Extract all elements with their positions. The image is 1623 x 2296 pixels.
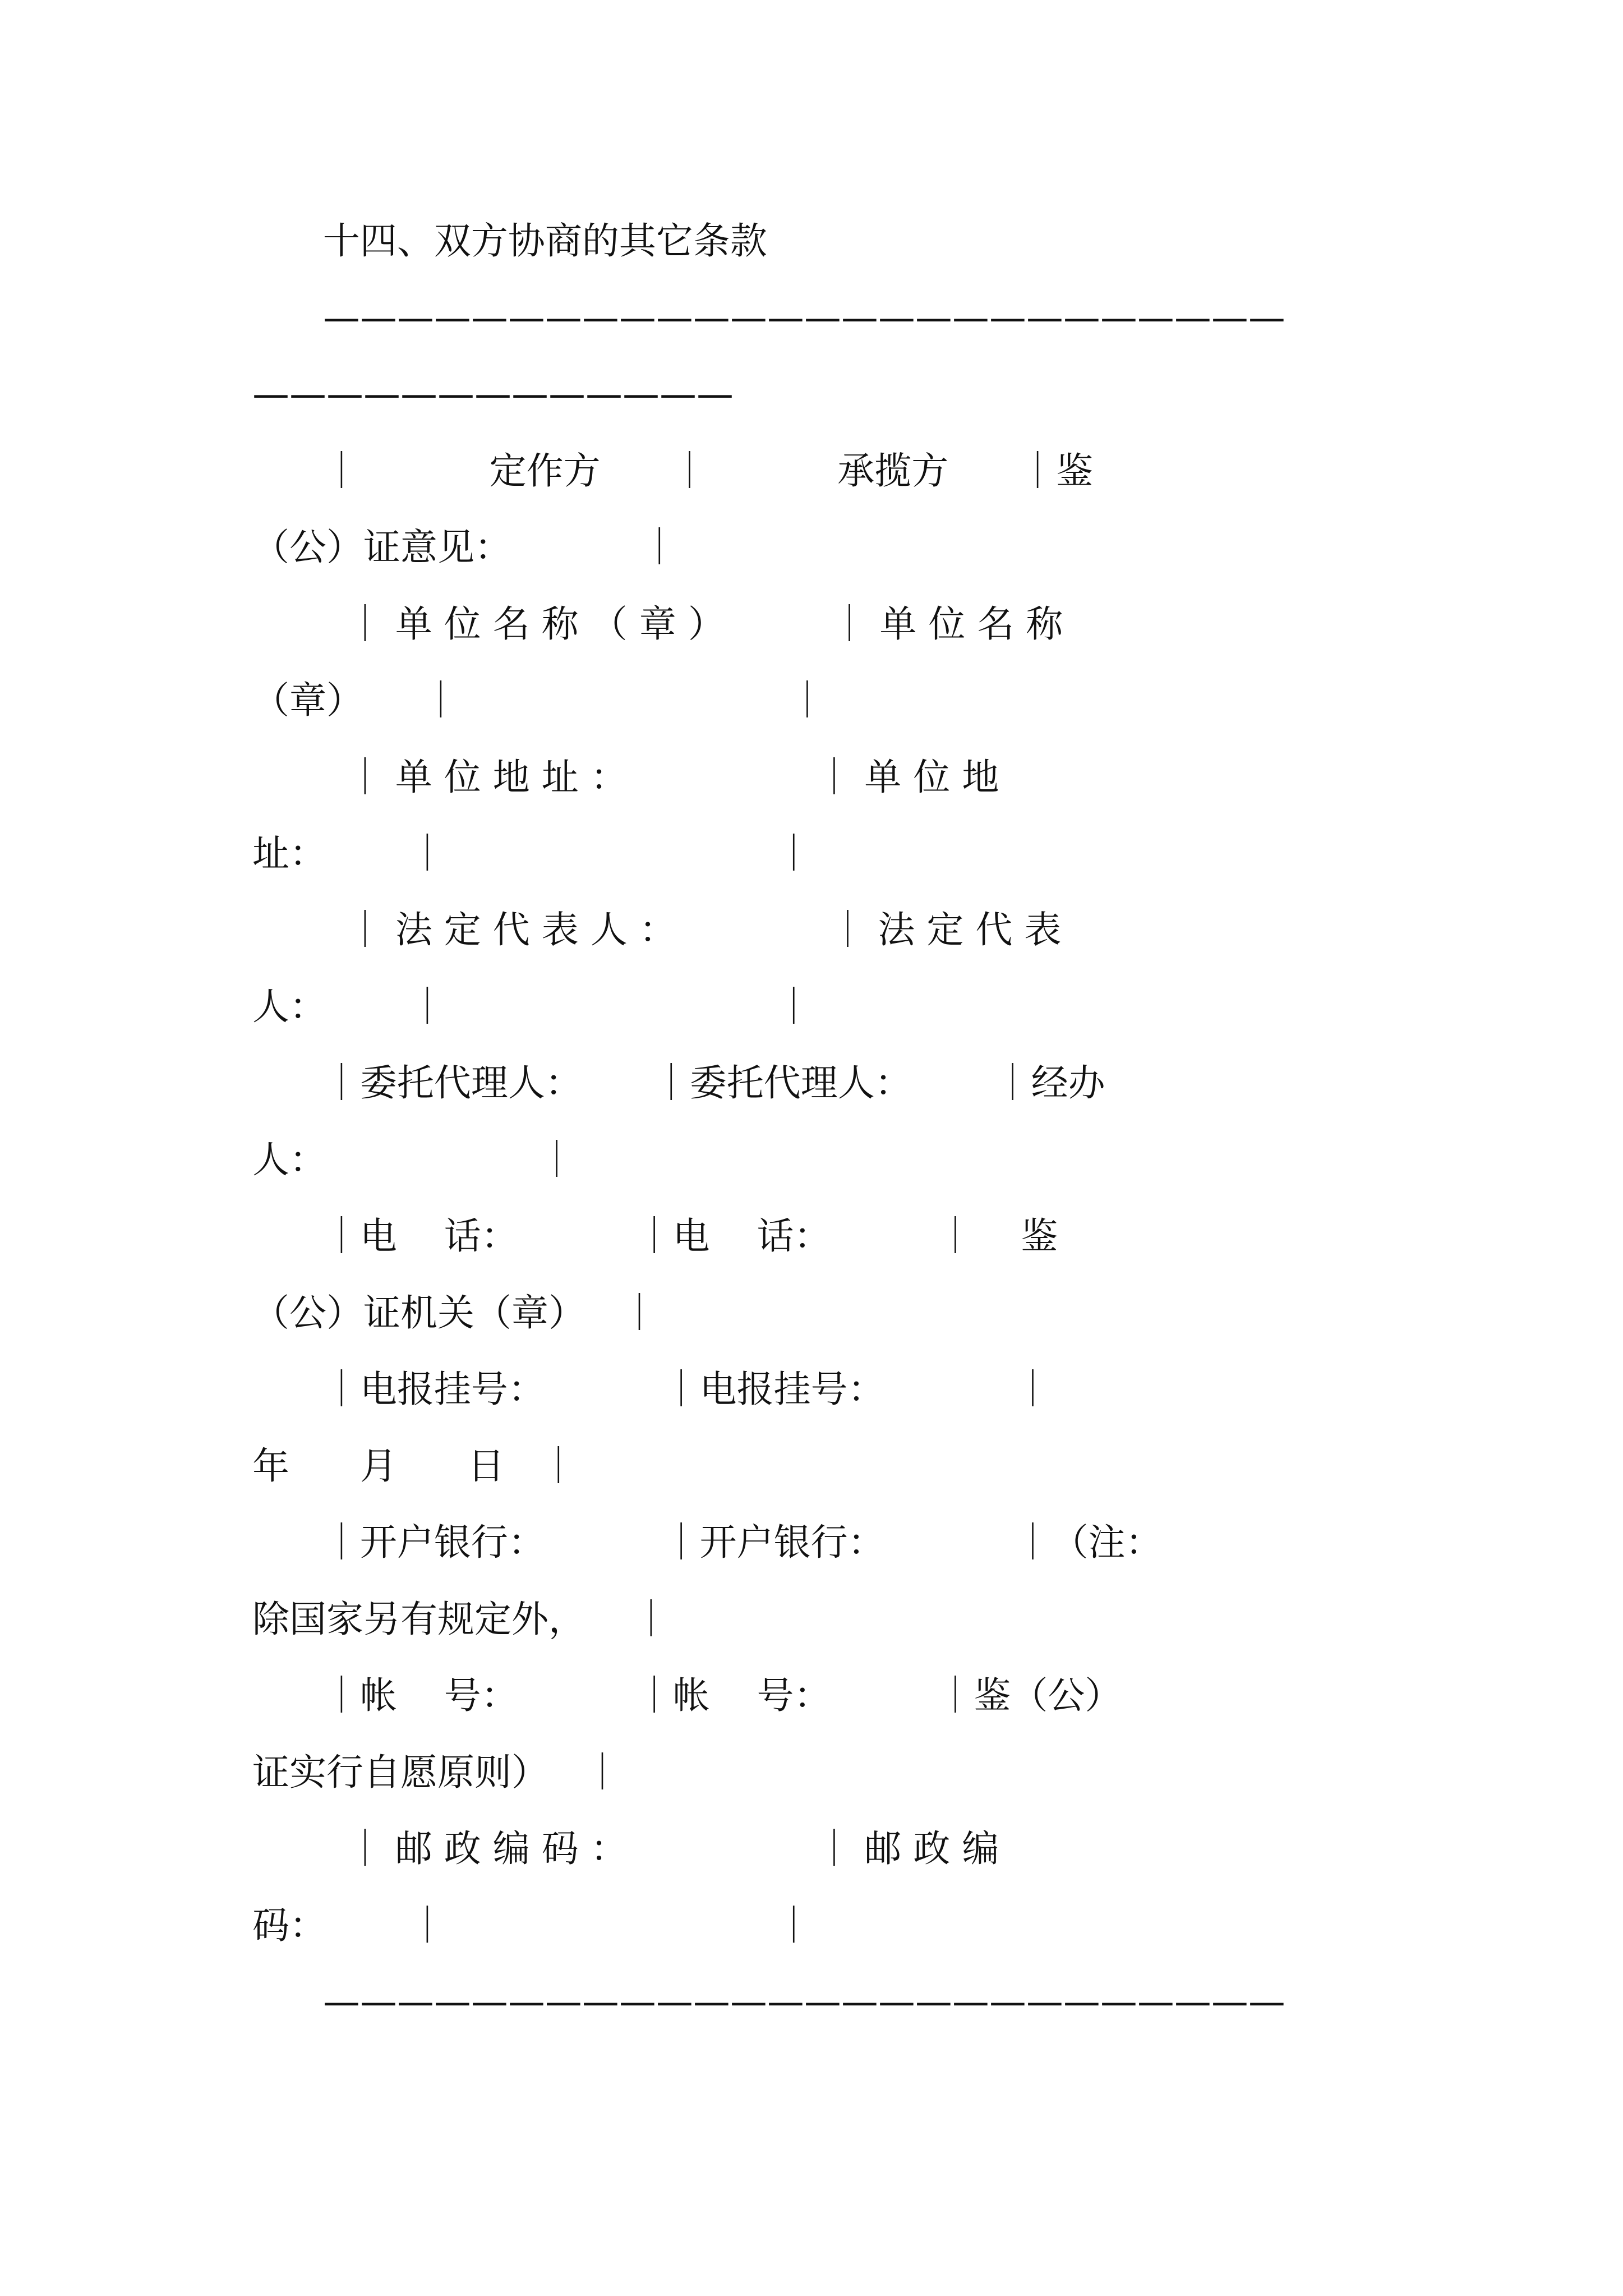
- table-text-line: 人： ｜: [252, 1138, 575, 1181]
- table-text-line: ｜帐 号： ｜帐 号： ｜鉴（公）: [252, 1674, 1122, 1717]
- table-text-line: （公）证意见： ｜: [252, 526, 678, 569]
- table-text-line: ｜电报挂号： ｜电报挂号： ｜: [252, 1368, 1052, 1411]
- separator-line: —————————————: [252, 372, 734, 416]
- table-text-line: ｜开户银行： ｜开户银行： ｜（注：: [252, 1521, 1163, 1564]
- table-text-line: ｜ 法 定 代 表 人 ： ｜ 法 定 代 表: [252, 908, 1062, 951]
- table-text-line: （章） ｜ ｜: [252, 679, 826, 722]
- table-text-line: 除国家另有规定外， ｜: [252, 1598, 670, 1641]
- table-text-line: 址： ｜ ｜: [252, 832, 813, 875]
- table-header-line: ｜ 定作方 ｜ 承揽方 ｜鉴: [252, 449, 1094, 493]
- separator-line: ——————————————————————————: [252, 1980, 1285, 2023]
- table-text-line: ｜ 单 位 名 称 （ 章 ） ｜ 单 位 名 称: [252, 602, 1063, 646]
- table-text-line: ｜ 邮 政 编 码 ： ｜ 邮 政 编: [252, 1827, 999, 1870]
- table-text-line: 证实行自愿原则） ｜: [252, 1751, 621, 1794]
- table-text-line: ｜委托代理人： ｜委托代理人： ｜经办: [252, 1061, 1105, 1105]
- separator-line: ——————————————————————————: [252, 296, 1285, 339]
- table-text-line: ｜ 单 位 地 址 ： ｜ 单 位 地: [252, 756, 999, 799]
- clause-heading: 十四、双方协商的其它条款: [252, 219, 767, 263]
- table-text-line: 年 月 日 ｜: [252, 1444, 577, 1488]
- table-text-line: ｜电 话： ｜电 话： ｜ 鉴: [252, 1214, 1058, 1258]
- table-text-line: 码： ｜ ｜: [252, 1904, 813, 1947]
- table-text-line: （公）证机关（章） ｜: [252, 1291, 658, 1335]
- table-text-line: 人： ｜ ｜: [252, 985, 813, 1028]
